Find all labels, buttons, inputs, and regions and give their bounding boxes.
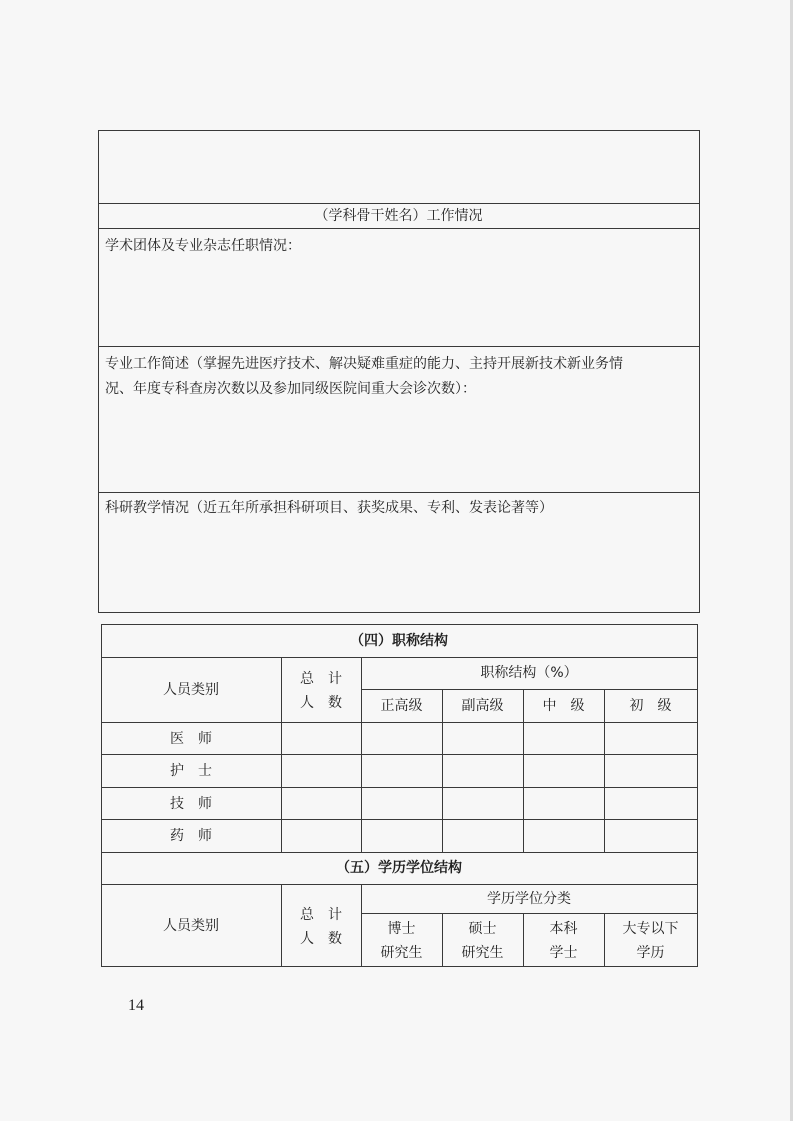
- total-header-line1: 总 计: [300, 671, 342, 687]
- research-input-area[interactable]: [99, 522, 699, 612]
- col-doctoral-line1: 博士: [387, 921, 416, 937]
- education-structure-heading: （五）学历学位结构: [336, 860, 462, 876]
- row-label-technician: 技 师: [170, 796, 212, 812]
- col-intermediate: 中 级: [542, 698, 585, 714]
- col-master-line2: 研究生: [461, 945, 504, 961]
- col-master-line1: 硕士: [468, 921, 497, 937]
- research-label: 科研教学情况（近五年所承担科研项目、获奖成果、专利、发表论著等）: [105, 500, 553, 516]
- col-doctoral-line2: 研究生: [380, 945, 423, 961]
- work-summary-input-area[interactable]: [99, 402, 699, 492]
- section-title-work: （学科骨干姓名）工作情况: [314, 208, 483, 224]
- col-college-below-line1: 大专以下: [622, 921, 679, 937]
- academic-label: 学术团体及专业杂志任职情况：: [105, 238, 301, 254]
- work-summary-label-line1: 专业工作简述（掌握先进医疗技术、解决疑难重症的能力、主持开展新技术新业务情: [105, 356, 623, 372]
- education-category-header: 学历学位分类: [487, 891, 571, 907]
- staff-category-header: 人员类别: [163, 682, 219, 698]
- col-junior: 初 级: [629, 698, 672, 714]
- page-number: 14: [128, 997, 144, 1014]
- edu-total-header-line1: 总 计: [300, 907, 342, 923]
- col-senior: 正高级: [380, 698, 423, 714]
- blank-area-top[interactable]: [99, 131, 699, 203]
- title-structure-percent-header: 职称结构（%）: [480, 665, 578, 681]
- edu-total-header-line2: 人 数: [300, 931, 342, 947]
- row-label-physician: 医 师: [170, 731, 212, 747]
- work-summary-label-line2: 况、年度专科查房次数以及参加同级医院间重大会诊次数）：: [105, 381, 476, 397]
- row-label-pharmacist: 药 师: [170, 828, 212, 844]
- col-bachelor-line2: 学士: [549, 945, 578, 961]
- col-college-below-line2: 学历: [636, 945, 665, 961]
- academic-input-area[interactable]: [99, 260, 699, 346]
- title-structure-heading: （四）职称结构: [350, 633, 448, 649]
- total-header-line2: 人 数: [300, 695, 342, 711]
- row-label-nurse: 护 士: [170, 763, 212, 779]
- col-associate-senior: 副高级: [461, 698, 504, 714]
- edu-staff-category-header: 人员类别: [163, 918, 219, 934]
- col-bachelor-line1: 本科: [549, 921, 578, 937]
